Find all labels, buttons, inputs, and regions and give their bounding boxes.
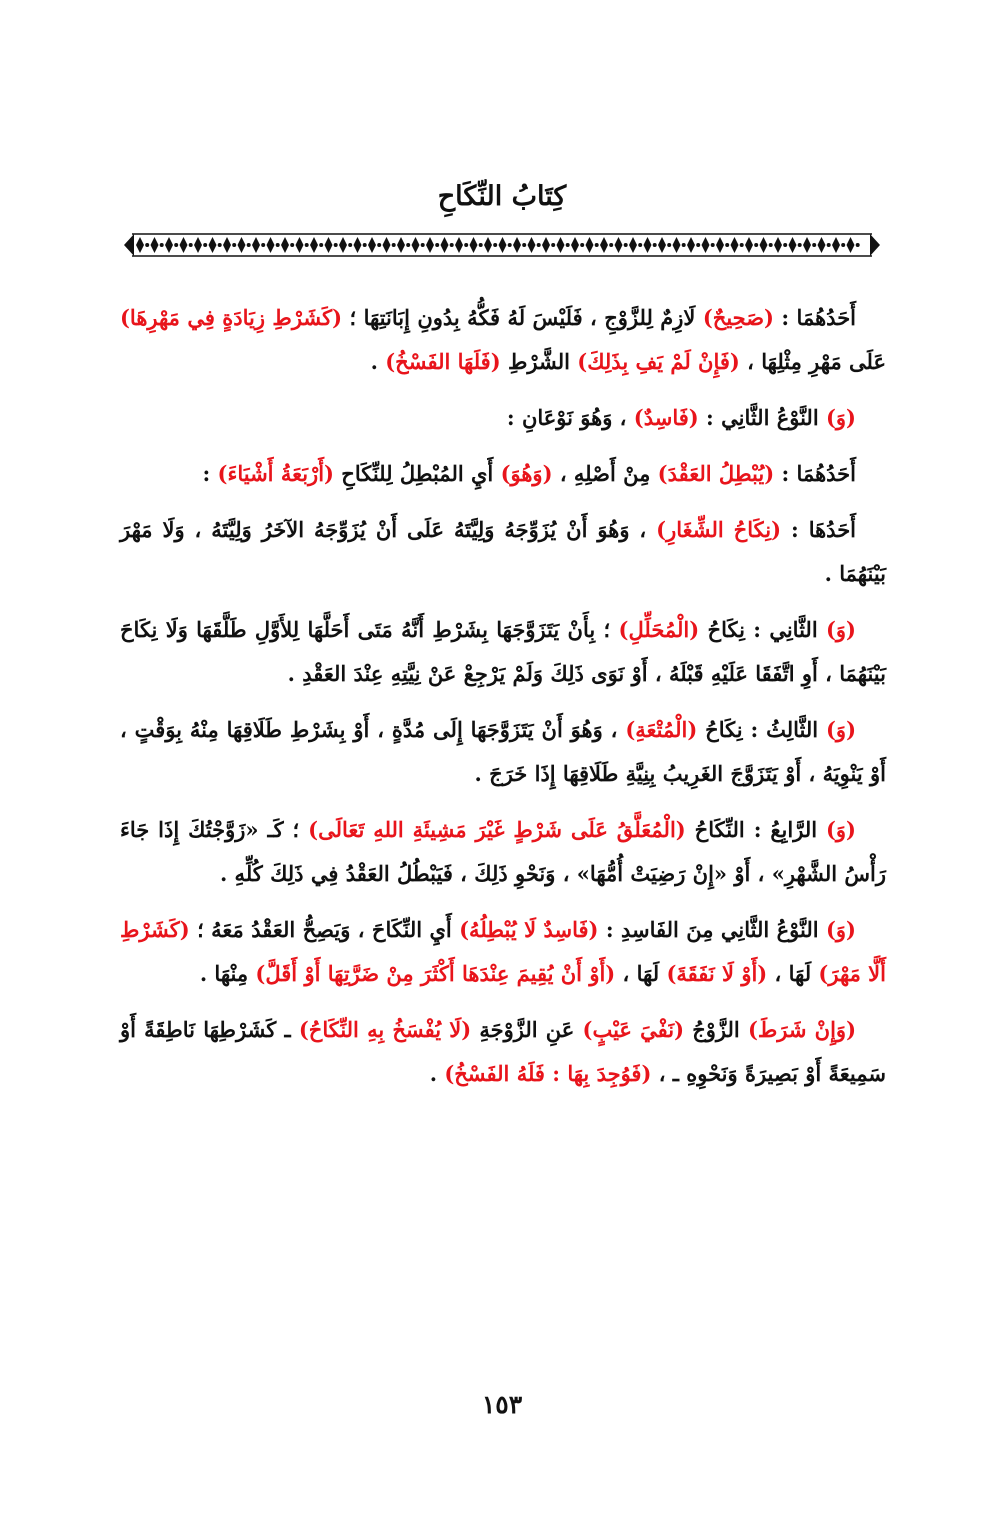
- ornament-motif: [702, 237, 715, 253]
- sharh-text: عَلَى مَهْرِ مِثْلِهَا ،: [739, 349, 886, 374]
- sharh-text: الرَّابِعُ : النِّكَاحُ: [685, 817, 826, 842]
- sharh-text: لَهَا ،: [767, 961, 819, 986]
- matn-text-highlight: (فَإِنْ لَمْ يَفِ بِذَلِكَ): [577, 349, 740, 374]
- ornament-motif: [629, 237, 642, 253]
- ornament-motif: [310, 237, 323, 253]
- paragraph: [120, 1008, 886, 1096]
- page-title: كِتَابُ النِّكَاحِ: [437, 181, 567, 212]
- ornament-motif: [223, 237, 236, 253]
- matn-text-highlight: (فَاسِدٌ لَا يُبْطِلُهُ): [459, 917, 599, 942]
- ornament-motif: [615, 237, 628, 253]
- ornament-pattern-icon: [118, 230, 886, 260]
- ornament-motif: [557, 237, 570, 253]
- page-number: ١٥٣: [481, 1390, 523, 1419]
- ornament-motif: [484, 237, 497, 253]
- ornament-motif: [528, 237, 541, 253]
- matn-text-highlight: (فَاسِدٌ): [633, 405, 699, 430]
- sharh-text: عَنِ الزَّوْجَةِ: [471, 1017, 583, 1042]
- paragraph: [120, 608, 886, 696]
- ornament-motif: [644, 237, 657, 253]
- ornament-motif: [745, 237, 758, 253]
- matn-text-highlight: (أَرْبَعَةُ أَشْيَاءَ): [217, 461, 334, 486]
- page-body: [120, 296, 886, 1108]
- matn-text-highlight: (فَوُجِدَ بِهَا : فَلَهُ الفَسْخُ): [444, 1061, 652, 1086]
- ornament-motif: [571, 237, 584, 253]
- ornament-motif: [325, 237, 338, 253]
- sharh-text: الثَّانِي : نِكَاحُ: [699, 617, 826, 642]
- matn-text-highlight: (وَ): [825, 405, 856, 430]
- matn-text-highlight: (وَ): [825, 617, 856, 642]
- ornament-motif: [716, 237, 729, 253]
- ornament-motif: [774, 237, 787, 253]
- ornament-motif: [252, 237, 265, 253]
- matn-text-highlight: (الْمُحَلِّلِ): [618, 617, 700, 642]
- sharh-text: .: [429, 1061, 445, 1086]
- matn-text-highlight: (وَهُوَ): [500, 461, 553, 486]
- sharh-text: لَهَا ،: [615, 961, 667, 986]
- sharh-text: الزَّوْجُ: [684, 1017, 748, 1042]
- ornament-motif: [136, 237, 149, 253]
- ornament-motif: [513, 237, 526, 253]
- ornament-motif: [499, 237, 512, 253]
- matn-text-highlight: (كَشَرْطِ أَلَّا مَهْرَ): [120, 917, 886, 986]
- matn-text-highlight: (أَوْ أَنْ يُقِيمَ عِنْدَهَا أَكْثَرَ مِنْ ضَرَّتِهَا أَوْ أَقَلَّ): [255, 961, 616, 986]
- ornament-motif: [339, 237, 352, 253]
- ornament-motif: [412, 237, 425, 253]
- ornament-motif: [818, 237, 831, 253]
- paragraph: [120, 708, 886, 796]
- ornament-motif: [441, 237, 454, 253]
- ornament-motif: [426, 237, 439, 253]
- matn-text-highlight: (لَا يُفْسَخُ بِهِ النِّكَاحُ): [298, 1017, 472, 1042]
- paragraph: [120, 396, 886, 440]
- ornament-motif: [687, 237, 700, 253]
- ornament-motif: [847, 237, 860, 253]
- sharh-text: النَّوْعُ الثَّانِي مِنَ الفَاسِدِ :: [598, 917, 826, 942]
- ornament-motif: [673, 237, 686, 253]
- matn-text-highlight: (فَلَهَا الفَسْخُ): [385, 349, 501, 374]
- sharh-text: ؛ بِأَنْ يَتَزَوَّجَهَا بِشَرْطِ أَنَّهُ مَتَى أَحَلَّهَا لِلأَوَّلِ طَلَّقَهَا وَلَا نِكَاحَ بَيْنَهُمَا ، أَوِ اتَّفَقَا عَلَيْهِ قَبْلَهُ ، أَوْ نَوَى ذَلِكَ وَلَمْ يَرْجِعْ عَنْ نِيَّتِهِ عِنْدَ العَقْدِ .: [120, 617, 886, 686]
- sharh-text: ؛ كَـ «زَوَّجْتُكَ إِذَا جَاءَ رَأْسُ الشَّهْرِ» ، أَوْ «إِنْ رَضِيَتْ أُمُّهَا» ، وَنَحْوِ ذَلِكَ ، فَيَبْطُلُ العَقْدُ فِي ذَلِكَ كُلِّهِ .: [120, 817, 886, 886]
- matn-text-highlight: (وَ): [826, 717, 857, 742]
- sharh-text: ، وَهُوَ نَوْعَانِ :: [506, 405, 634, 430]
- matn-text-highlight: (أَوْ لَا نَفَقَةَ): [666, 961, 768, 986]
- paragraph: [120, 508, 886, 596]
- ornament-motif: [165, 237, 178, 253]
- matn-text-highlight: (الْمُتْعَةِ): [625, 717, 698, 742]
- ornament-motif: [760, 237, 773, 253]
- sharh-text: أَحَدُهَا :: [781, 517, 857, 542]
- ornament-motif: [354, 237, 367, 253]
- ornament-motif: [586, 237, 599, 253]
- sharh-text: :: [202, 461, 218, 486]
- ornament-motif: [281, 237, 294, 253]
- page-header: [0, 180, 1004, 214]
- matn-text-highlight: (نِكَاحُ الشِّغَارِ): [656, 517, 782, 542]
- ornament-motif: [731, 237, 744, 253]
- matn-text-highlight: (وَ): [825, 917, 856, 942]
- ornament-motif: [180, 237, 193, 253]
- ornament-motif: [470, 237, 483, 253]
- paragraph: [120, 908, 886, 996]
- paragraph: [120, 296, 886, 384]
- ornament-motif: [832, 237, 845, 253]
- ornament-motif: [600, 237, 613, 253]
- sharh-text: مِنْ أَصْلِهِ ،: [552, 461, 658, 486]
- paragraph: [120, 808, 886, 896]
- ornament-motif: [296, 237, 309, 253]
- ornament-motif: [151, 237, 164, 253]
- ornament-end-cap: [870, 234, 880, 256]
- matn-text-highlight: (وَ): [825, 817, 856, 842]
- sharh-text: الشَّرْطِ: [500, 349, 578, 374]
- sharh-text: أَيِ المُبْطِلُ لِلنِّكَاحِ: [333, 461, 501, 486]
- paragraph: [120, 452, 886, 496]
- sharh-text: مِنْهَا .: [199, 961, 256, 986]
- sharh-text: الثَّالِثُ : نِكَاحُ: [697, 717, 826, 742]
- ornament-motif: [238, 237, 251, 253]
- ornament-motif: [209, 237, 222, 253]
- ornament-motif: [803, 237, 816, 253]
- ornament-motif: [542, 237, 555, 253]
- ornament-motif: [368, 237, 381, 253]
- ornament-motif: [267, 237, 280, 253]
- matn-text-highlight: (الْمُعَلَّقُ عَلَى شَرْطٍ غَيْرَ مَشِيئَةِ اللهِ تَعَالَى): [308, 817, 686, 842]
- ornamental-divider: [118, 230, 886, 260]
- ornament-motif: [383, 237, 396, 253]
- matn-text-highlight: (نَفْيَ عَيْبٍ): [582, 1017, 685, 1042]
- matn-text-highlight: (وَإِنْ شَرَطَ): [747, 1017, 857, 1042]
- matn-text-highlight: (يُبْطِلُ العَقْدَ): [657, 461, 775, 486]
- ornament-motif: [658, 237, 671, 253]
- ornament-motif: [194, 237, 207, 253]
- sharh-text: ـ كَشَرْطِهَا نَاطِقَةً أَوْ سَمِيعَةً أَوْ بَصِيرَةً وَنَحْوِهِ ـ ،: [120, 1017, 886, 1086]
- sharh-text: لَازِمٌ لِلزَّوْجِ ، فَلَيْسَ لَهُ فَكُّهُ بِدُونِ إِبَانَتِهَا ؛: [342, 305, 703, 330]
- sharh-text: .: [370, 349, 386, 374]
- sharh-text: أَحَدُهُمَا :: [774, 461, 856, 486]
- matn-text-highlight: (كَشَرْطِ زِيَادَةٍ فِي مَهْرِهَا): [120, 305, 343, 330]
- sharh-text: ، وَهُوَ أَنْ يُزَوِّجَهُ وَلِيَّتَهُ عَلَى أَنْ يُزَوِّجَهُ الآخَرُ وَلِيَّتَهُ ، وَلَا مَهْرَ بَيْنَهُمَا .: [120, 517, 886, 586]
- ornament-motif: [455, 237, 468, 253]
- sharh-text: أَيِ النِّكَاحَ ، وَيَصِحُّ العَقْدُ مَعَهُ ؛: [189, 917, 460, 942]
- sharh-text: أَحَدُهُمَا :: [773, 305, 857, 330]
- matn-text-highlight: (صَحِيحٌ): [702, 305, 774, 330]
- ornament-motif: [397, 237, 410, 253]
- sharh-text: النَّوْعُ الثَّانِي :: [698, 405, 826, 430]
- ornament-motif: [789, 237, 802, 253]
- sharh-text: ، وَهُوَ أَنْ يَتَزَوَّجَهَا إِلَى مُدَّةٍ ، أَوْ بِشَرْطِ طَلَاقِهَا مِنْهُ بِوَقْتٍ ، أَوْ يَنْوِيَهُ ، أَوْ يَتَزَوَّجَ الغَرِيبُ بِنِيَّةِ طَلَاقِهَا إِذَا خَرَجَ .: [120, 717, 886, 786]
- ornament-end-cap: [124, 234, 134, 256]
